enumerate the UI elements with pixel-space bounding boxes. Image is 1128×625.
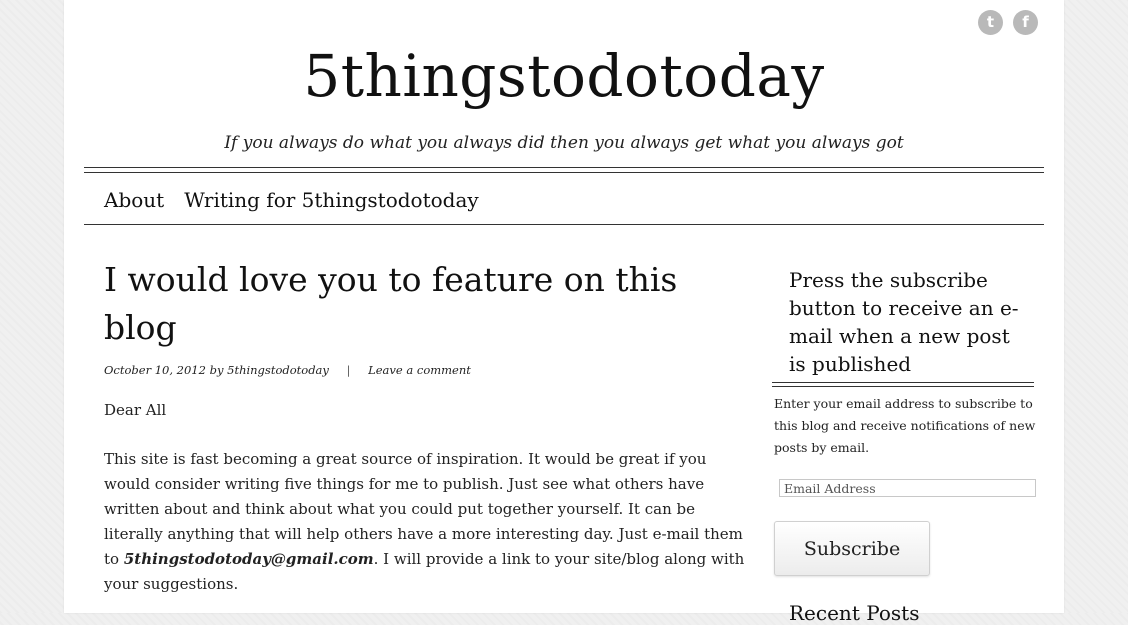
subscribe-widget-title: Press the subscribe button to receive an e-mail when a new post is published: [789, 268, 1019, 376]
facebook-icon[interactable]: f: [1013, 10, 1038, 35]
post-greeting: Dear All: [104, 401, 167, 419]
widget-divider: [772, 382, 1034, 387]
main-navigation: [104, 188, 479, 212]
post-author-link[interactable]: 5thingstodotoday: [227, 363, 329, 377]
page-container: [64, 0, 1064, 625]
leave-comment-link[interactable]: Leave a comment: [368, 363, 471, 377]
nav-item-writing[interactable]: Writing for 5thingstodotoday: [184, 188, 479, 212]
post-byline-by: by: [209, 363, 224, 377]
header-divider: [84, 167, 1044, 173]
meta-separator: |: [346, 363, 351, 377]
nav-divider: [84, 224, 1044, 225]
post-date-link[interactable]: October 10, 2012: [104, 363, 206, 377]
site-title[interactable]: 5thingstodotoday: [303, 42, 825, 110]
post-meta: [104, 363, 471, 377]
post-text-before-email: This site is fast becoming a great source of inspiration. It would be great if you would consider writing five things for me to publish. Just see what others have written about and think about what you could put together yourself. It can be literally anything that will help others have a more interesting day. Just e-mail them to: [104, 450, 743, 568]
subscribe-button[interactable]: Subscribe: [774, 521, 930, 576]
nav-item-about[interactable]: About: [104, 188, 165, 212]
post-title[interactable]: I would love you to feature on this blog: [104, 260, 678, 347]
twitter-icon[interactable]: t: [978, 10, 1003, 35]
recent-posts-widget-title: Recent Posts: [789, 601, 920, 625]
post-content: [104, 398, 749, 621]
post-paragraph: [104, 447, 749, 597]
email-address: 5thingstodotoday@gmail.com: [123, 550, 374, 568]
post-text-after-email: . I will provide a link to your site/blog along with your suggestions.: [104, 550, 745, 593]
social-links: [978, 10, 1038, 35]
email-subscribe-input[interactable]: [779, 479, 1036, 497]
subscribe-description: Enter your email address to subscribe to this blog and receive notifications of new posts by email.: [774, 396, 1036, 455]
site-tagline: If you always do what you always did then you always get what you always got: [224, 133, 904, 153]
